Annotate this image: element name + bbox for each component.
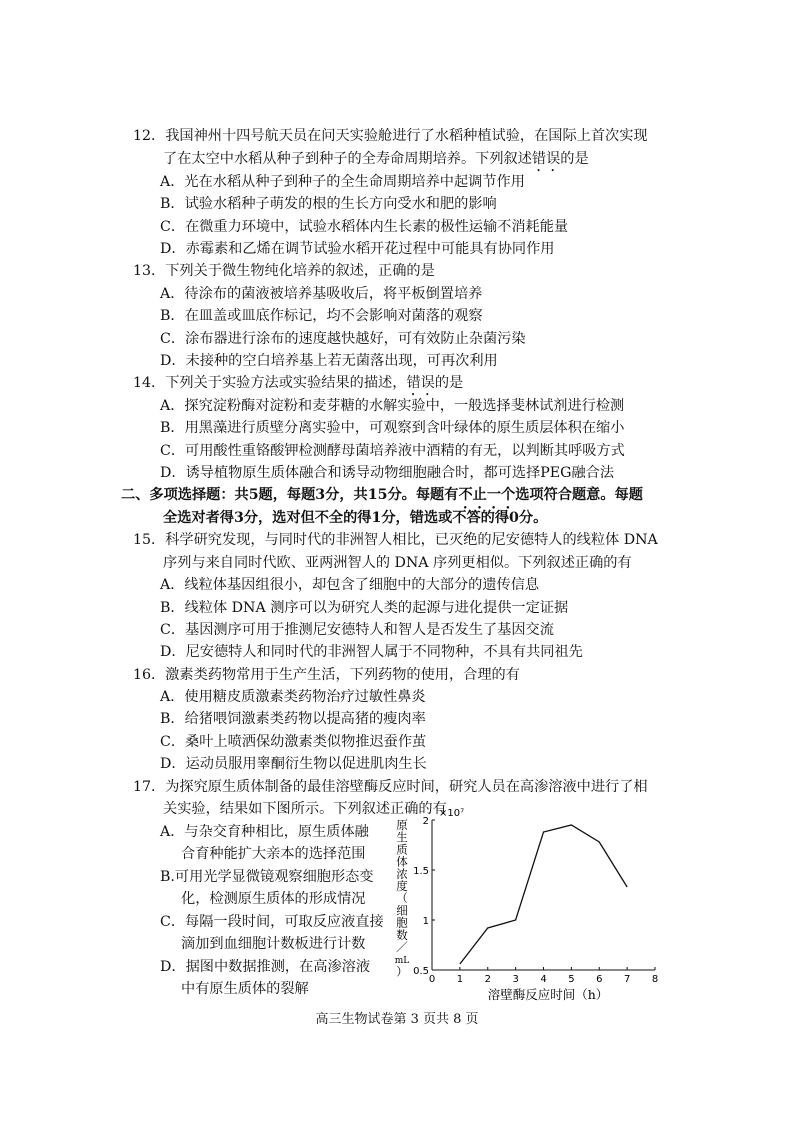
x-tick-label: 1 bbox=[456, 974, 464, 985]
q14-option-c: C．可用酸性重铬酸钾检测酵母菌培养液中酒精的有无，以判断其呼吸方式 bbox=[160, 443, 625, 459]
q17-option-c-line2: 滴加到血细胞计数板进行计数 bbox=[181, 936, 366, 952]
q17-option-b-line1: B.可用光学显微镜观察细胞形态变 bbox=[160, 869, 374, 885]
x-tick-label: 3 bbox=[512, 974, 519, 985]
y-multiplier: ×10⁷ bbox=[439, 808, 465, 819]
q16-option-a: A．使用糖皮质激素类药物治疗过敏性鼻炎 bbox=[160, 689, 426, 705]
section2-scoring: 全选对者得3分，选对但不全的得1分，错选或不答的得0分。 bbox=[163, 510, 548, 526]
q15-stem-line1: 15．科学研究发现，与同时代的非洲智人相比，已灭绝的尼安德特人的线粒体 DNA bbox=[133, 532, 658, 548]
q12-option-a: A．光在水稻从种子到种子的全生命周期培养中起调节作用 bbox=[160, 174, 525, 190]
y-tick-label: 1 bbox=[422, 916, 429, 927]
q17-option-a-line2: 合育种能扩大亲本的选择范围 bbox=[181, 846, 366, 862]
q12-stem-line1: 12．我国神州十四号航天员在问天实验舱进行了水稻种植试验，在国际上首次实现 bbox=[133, 128, 648, 144]
q14-stem-text: 14．下列关于实验方法或实验结果的描述， bbox=[133, 375, 407, 391]
x-tick-label: 6 bbox=[596, 974, 603, 985]
series-line bbox=[460, 825, 627, 964]
protoplast-concentration-chart bbox=[388, 805, 678, 1005]
y-label-char: 度 bbox=[396, 879, 408, 893]
q16-option-c: C．桑叶上喷洒保幼激素类似物推迟蚕作茧 bbox=[160, 734, 427, 750]
q17-stem-line1: 17．为探究原生质体制备的最佳溶壁酶反应时间，研究人员在高渗溶液中进行了相 bbox=[133, 779, 648, 795]
y-tick-label: 1.5 bbox=[413, 866, 429, 877]
x-tick-label: 8 bbox=[651, 974, 659, 985]
x-tick-label: 7 bbox=[623, 974, 631, 985]
x-tick-label: 4 bbox=[540, 974, 547, 985]
y-label-char: 浓 bbox=[396, 866, 408, 881]
y-label-char: 细 bbox=[396, 903, 408, 918]
q14-option-b: B．用黑藻进行质壁分离实验中，可观察到含叶绿体的原生质层体积在缩小 bbox=[160, 420, 625, 436]
y-axis-label bbox=[395, 818, 410, 978]
q13-option-c: C．涂布器进行涂布的速度越快越好，可有效防止杂菌污染 bbox=[160, 331, 526, 347]
q17-option-d-line1: D．据图中数据推测，在高渗溶液 bbox=[160, 959, 371, 975]
section2-text: 二、多项选择题：共5题，每题3分，共15分。每题有 bbox=[121, 487, 459, 503]
q16-option-d: D．运动员服用睾酮衍生物以促进肌肉生长 bbox=[160, 756, 427, 772]
y-label-char: ） bbox=[396, 964, 408, 979]
q15-option-b: B．线粒体 DNA 测序可以为研究人类的起源与进化提供一定证据 bbox=[160, 600, 569, 616]
q17-option-d-line2: 中有原生质体的裂解 bbox=[181, 981, 309, 997]
y-label-char: 体 bbox=[396, 854, 408, 869]
y-tick-label: 2 bbox=[422, 816, 429, 827]
q12-option-d: D．赤霉素和乙烯在调节试验水稻开花过程中可能具有协同作用 bbox=[160, 241, 555, 257]
y-label-char: mL bbox=[394, 956, 410, 967]
q17-option-b-line2: 化，检测原生质体的形成情况 bbox=[181, 891, 366, 907]
x-axis-label: 溶壁酶反应时间（h） bbox=[487, 987, 609, 1002]
q12-stem-text: 了在太空中水稻从种子到种子的全寿命周期培养。下列叙述 bbox=[163, 151, 532, 167]
y-label-char: 原 bbox=[396, 818, 408, 832]
q12-option-b: B．试验水稻种子萌发的根的生长方向受水和肥的影响 bbox=[160, 196, 497, 212]
q13-option-d: D．未接种的空白培养基上若无菌落出现，可再次利用 bbox=[160, 353, 498, 369]
q17-option-c-line1: C．每隔一段时间，可取反应液直接 bbox=[160, 914, 384, 930]
q15-option-a: A．线粒体基因组很小，却包含了细胞中的大部分的遗传信息 bbox=[160, 577, 540, 593]
q16-option-b: B．给猪喂饲激素类药物以提高猪的瘦肉率 bbox=[160, 711, 426, 727]
q16-stem: 16．激素类药物常用于生产生活，下列药物的使用，合理的有 bbox=[133, 667, 520, 683]
y-label-char: 质 bbox=[396, 842, 408, 857]
q12-emphasis-word: 错误 bbox=[531, 151, 561, 167]
q15-option-c: C．基因测序可用于推测尼安德特人和智人是否发生了基因交流 bbox=[160, 622, 554, 638]
q15-option-d: D．尼安德特人和同时代的非洲智人属于不同物种，不具有共同祖先 bbox=[160, 644, 583, 660]
x-tick-label: 5 bbox=[568, 974, 575, 985]
y-tick-label: 0.5 bbox=[413, 966, 429, 977]
y-label-char: （ bbox=[396, 891, 408, 906]
y-label-char: 胞 bbox=[396, 915, 408, 930]
y-label-char: 生 bbox=[396, 830, 408, 845]
x-tick-label: 0 bbox=[428, 974, 436, 985]
x-tick-label: 2 bbox=[484, 974, 491, 985]
q12-stem-end: 的是 bbox=[560, 151, 589, 167]
y-label-char: 数 bbox=[396, 927, 408, 942]
q13-option-b: B．在皿盖或皿底作标记，均不会影响对菌落的观察 bbox=[160, 308, 483, 324]
page-footer: 高三生物试卷第 3 页共 8 页 bbox=[315, 1012, 479, 1027]
y-label-char: ／ bbox=[396, 940, 408, 954]
q15-stem-line2: 序列与来自同时代欧、亚两洲智人的 DNA 序列更相似。下列叙述正确的有 bbox=[163, 555, 632, 571]
q17-option-a-line1: A．与杂交育种相比，原生质体融 bbox=[160, 824, 369, 840]
q13-option-a: A．待涂布的菌液被培养基吸收后，将平板倒置培养 bbox=[160, 286, 483, 302]
q14-stem-end: 的是 bbox=[434, 375, 464, 391]
q13-stem: 13．下列关于微生物纯化培养的叙述，正确的是 bbox=[133, 263, 435, 279]
section2-text-end: 选项符合题意。每题 bbox=[515, 487, 643, 503]
q14-emphasis-word: 错误 bbox=[406, 375, 435, 391]
q14-option-a: A．探究淀粉酶对淀粉和麦芽糖的水解实验中，一般选择斐林试剂进行检测 bbox=[160, 398, 625, 414]
section2-emphasis: 不止一个 bbox=[458, 487, 516, 503]
q17-stem-line2: 关实验，结果如下图所示。下列叙述正确的有 bbox=[163, 801, 447, 817]
q12-option-c: C．在微重力环境中，试验水稻体内生长素的极性运输不消耗能量 bbox=[160, 219, 569, 235]
q14-option-d: D．诱导植物原生质体融合和诱导动物细胞融合时，都可选择PEG融合法 bbox=[160, 465, 615, 481]
